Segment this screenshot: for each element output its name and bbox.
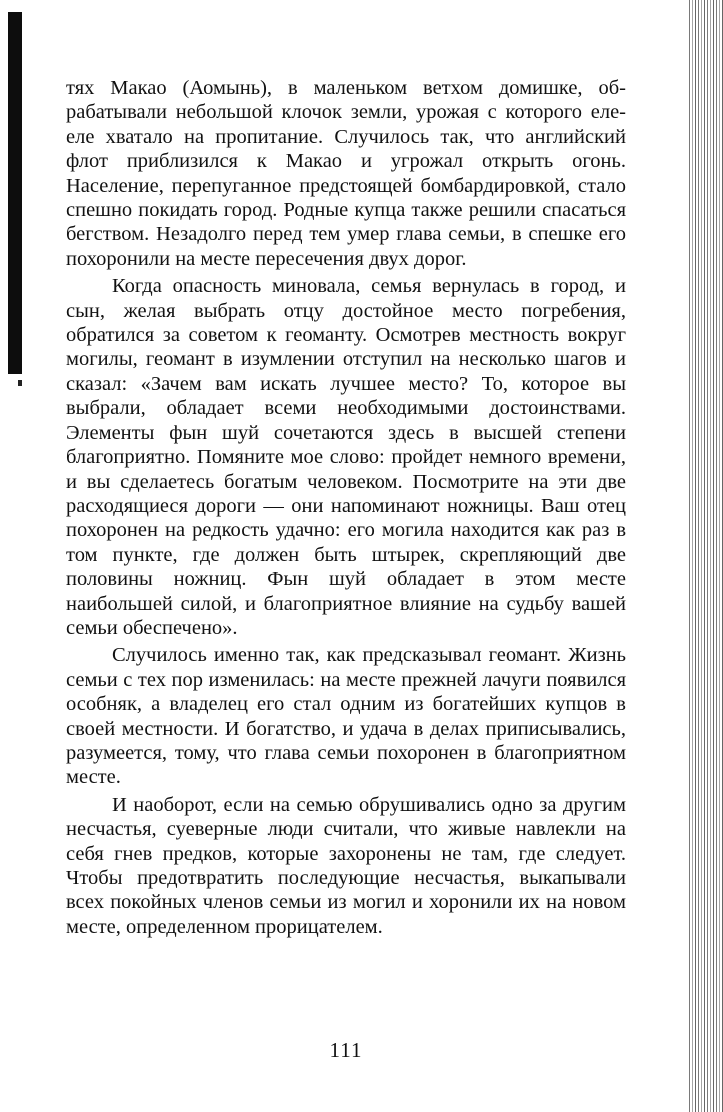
- scan-mark: [18, 380, 22, 386]
- paragraph-continuation: тях Макао (Аомынь), в маленьком ветхом домишке, обрабатывали небольшой клочок земли, урожая с которого еле-еле хватало на пропитание. Случилось так, что английский флот приблизился к Макао и угрожал открыть огонь. Население, перепуганное предстоящей бомбардировкой, стало спешно покидать город. Родные купца также решили спасаться бегством. Незадолго перед тем умер глава семьи, в спешке его похоронили на месте пересечения двух дорог.: [66, 77, 626, 270]
- paragraph-geomancer: Когда опасность миновала, семья вернулась в город, и сын, желая выбрать отцу достойное место погребения, обратился за советом к геоманту. Осмотрев местность вокруг могилы, геомант в изумлении отступил на несколько шагов и сказал: «Зачем вам искать лучшее место? То, которое вы выбрали, обладает всеми необходимыми достоинствами. Элементы фын шуй сочетаются здесь в высшей степени благоприятно. Помяните мое слово: пройдет немного времени, и вы сделаетесь богатым человеком. Посмотрите на эти две расходящиеся дороги — они напоминают ножницы. Ваш отец похоронен на редкость удачно: его могила находится как раз в том пункте, где должен быть штырек, скрепляющий две половины ножниц. Фын шуй обладает в этом месте наибольшей силой, и благоприятное влияние на судьбу вашей семьи обеспечено».: [66, 275, 626, 639]
- page-number: 111: [329, 1038, 363, 1062]
- paragraph-misfortune: И наоборот, если на семью обрушивались одно за другим несчастья, суеверные люди считали, что живые навлекли на себя гнев предков, которые захоронены не там, где следует. Чтобы предотвратить последующие несчастья, выкапывали всех покойных членов семьи из могил и хоронили их на новом месте, определенном прорицателем.: [66, 793, 626, 938]
- scan-page-edges: [687, 0, 723, 1112]
- body-text: [66, 76, 626, 939]
- scan-binding-shadow: [8, 12, 22, 374]
- paragraph-prosperity: Случилось именно так, как предсказывал геомант. Жизнь семьи с тех пор изменилась: на месте прежней лачуги появился особняк, а владелец его стал одним из богатейших купцов в своей местности. И богатство, и удача в делах приписывались, разумеется, тому, что глава семьи похоронен в благоприятном месте.: [66, 644, 626, 789]
